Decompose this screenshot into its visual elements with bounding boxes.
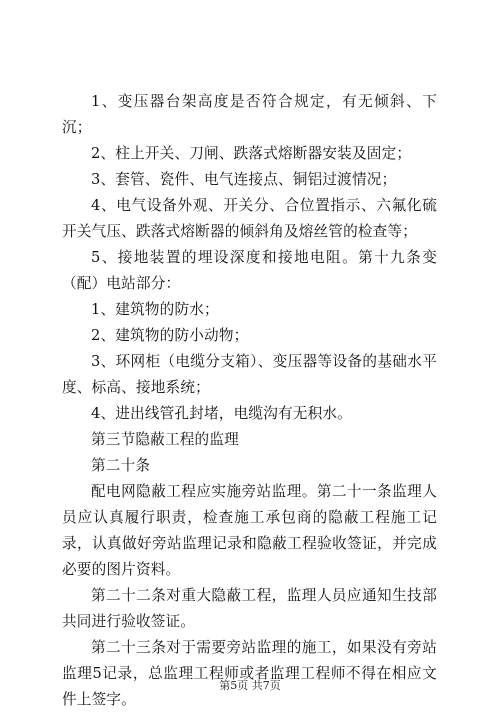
- paragraph-article-23: 第二十三条对于需要旁站监理的施工，如果没有旁站监理5记录，总监理工程师或者监理工程师不得在相应文件上签字。: [62, 639, 437, 708]
- paragraph-equipment-appearance: 4、电气设备外观、开关分、合位置指示、六氟化硫开关气压、跌落式熔断器的倾斜角及熔丝管的检查等；: [62, 197, 437, 240]
- paragraph-ring-main-unit: 3、环网柜（电缆分支箱）、变压器等设备的基础水平度、标高、接地系统；: [62, 353, 437, 396]
- paragraph-article-22: 第二十二条对重大隐蔽工程，监理人员应通知生技部共同进行验收签证。: [62, 587, 437, 630]
- paragraph-pole-switch: 2、柱上开关、刀闸、跌落式熔断器安装及固定；: [91, 145, 412, 162]
- page-number-footer: 第5页 共7页: [219, 679, 281, 692]
- article-heading: 第二十条: [91, 457, 151, 474]
- paragraph-article-21: 配电网隐蔽工程应实施旁站监理。第二十一条监理人员应认真履行职责，检查施工承包商的隐蔽工程施工记录，认真做好旁站监理记录和隐蔽工程验收签证，并完成必要的图片资料。: [62, 483, 437, 578]
- paragraph-building-animal-proof: 2、建筑物的防小动物；: [91, 327, 249, 344]
- document-body: [62, 89, 437, 713]
- section-heading: 第三节隐蔽工程的监理: [91, 431, 239, 448]
- paragraph-building-waterproof: 1、建筑物的防水；: [91, 301, 219, 318]
- paragraph-bushing: 3、套管、瓷件、电气连接点、铜铝过渡情况；: [91, 171, 397, 188]
- paragraph-transformer-platform: 1、变压器台架高度是否符合规定，有无倾斜、下沉；: [62, 93, 437, 136]
- paragraph-cable-trench: 4、进出线管孔封堵，电缆沟有无积水。: [91, 405, 352, 422]
- paragraph-grounding-device: 5、接地装置的埋设深度和接地电阻。第十九条变（配）电站部分：: [62, 249, 437, 292]
